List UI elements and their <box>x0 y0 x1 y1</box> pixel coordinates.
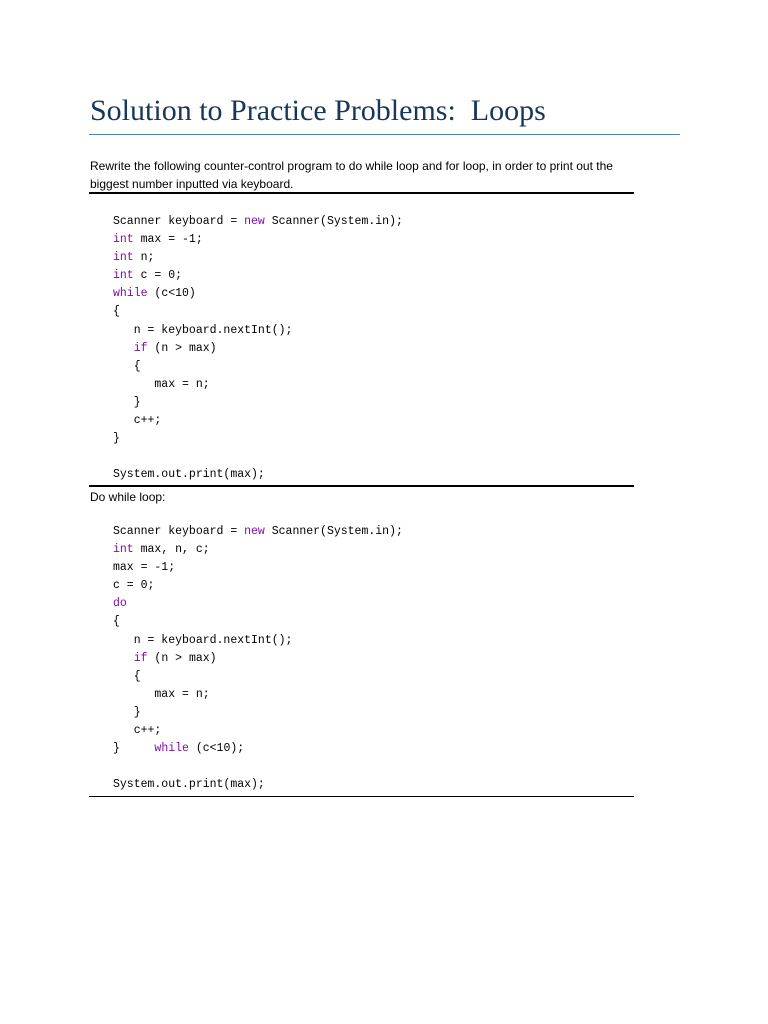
code-text <box>113 342 134 355</box>
code-text: n = keyboard.nextInt(); <box>113 633 293 647</box>
code-line <box>113 267 403 285</box>
code-keyword: int <box>113 269 134 283</box>
code-text: } <box>113 705 141 719</box>
code-line <box>113 722 403 740</box>
code-text: { <box>113 669 141 683</box>
code-text: Scanner(System.in); <box>264 525 403 538</box>
code-text: c++; <box>113 724 162 738</box>
code-keyword: new <box>244 525 265 538</box>
code-keyword: int <box>113 543 134 557</box>
code-text: c = 0; <box>113 579 155 593</box>
code-text: } <box>113 395 141 409</box>
middle-divider <box>89 485 634 487</box>
code-text: { <box>113 615 120 629</box>
code-line <box>113 358 403 376</box>
code-line <box>113 776 403 794</box>
code-keyword: while <box>113 287 148 301</box>
original-code-block <box>113 213 403 484</box>
code-line <box>113 758 403 776</box>
code-line <box>113 740 403 758</box>
code-text: (n > max) <box>147 651 217 665</box>
code-text: n = keyboard.nextInt(); <box>113 323 293 337</box>
code-line <box>113 412 403 430</box>
problem-statement: Rewrite the following counter-control program to do while loop and for loop, in order to print out the biggest number inputted via keyboard. <box>90 159 613 191</box>
code-line <box>113 394 403 412</box>
code-line <box>113 466 403 484</box>
code-text: System.out.print(max); <box>113 468 265 482</box>
code-line <box>113 668 403 686</box>
code-line <box>113 249 403 267</box>
top-divider <box>89 192 634 194</box>
do-while-code-block <box>113 523 403 794</box>
code-text: max, n, c; <box>133 543 210 557</box>
code-line <box>113 448 403 466</box>
code-line <box>113 303 403 321</box>
code-keyword: if <box>133 651 148 665</box>
code-line <box>113 613 403 631</box>
code-text: max = n; <box>113 377 210 391</box>
code-text <box>113 652 134 665</box>
code-keyword: int <box>113 233 134 247</box>
code-text: (c<10); <box>188 742 245 756</box>
code-line <box>113 632 403 650</box>
code-text: max = -1; <box>113 561 176 575</box>
code-line <box>113 231 403 249</box>
code-text: c = 0; <box>133 269 183 283</box>
code-line <box>113 523 403 541</box>
code-line <box>113 376 403 394</box>
code-line <box>113 322 403 340</box>
code-text: { <box>113 305 120 319</box>
code-line <box>113 541 403 559</box>
code-line <box>113 430 403 448</box>
code-text: { <box>113 359 141 373</box>
code-text: System.out.print(max); <box>113 778 265 792</box>
code-text: } <box>113 742 155 756</box>
code-line <box>113 559 403 577</box>
do-while-label: Do while loop: <box>90 490 166 504</box>
code-text: Scanner keyboard = <box>113 525 245 538</box>
code-keyword: do <box>113 597 127 611</box>
code-keyword: while <box>154 742 189 756</box>
code-text: max = n; <box>113 687 210 701</box>
code-text: Scanner(System.in); <box>264 215 403 228</box>
code-text: (c<10) <box>147 287 196 301</box>
code-text: Scanner keyboard = <box>113 215 245 228</box>
bottom-divider <box>89 796 634 797</box>
code-line <box>113 595 403 613</box>
code-text: n; <box>133 251 155 265</box>
title-divider <box>89 134 680 135</box>
code-line <box>113 650 403 668</box>
code-text: max = -1; <box>133 233 203 247</box>
code-line <box>113 704 403 722</box>
code-keyword: int <box>113 251 134 265</box>
page-title: Solution to Practice Problems: Loops <box>90 94 546 127</box>
code-line <box>113 340 403 358</box>
code-line <box>113 285 403 303</box>
code-text: c++; <box>113 414 162 428</box>
code-text: } <box>113 432 120 446</box>
code-text: (n > max) <box>147 341 217 355</box>
code-keyword: if <box>133 341 148 355</box>
code-line <box>113 213 403 231</box>
code-line <box>113 577 403 595</box>
code-line <box>113 686 403 704</box>
code-keyword: new <box>244 215 265 228</box>
